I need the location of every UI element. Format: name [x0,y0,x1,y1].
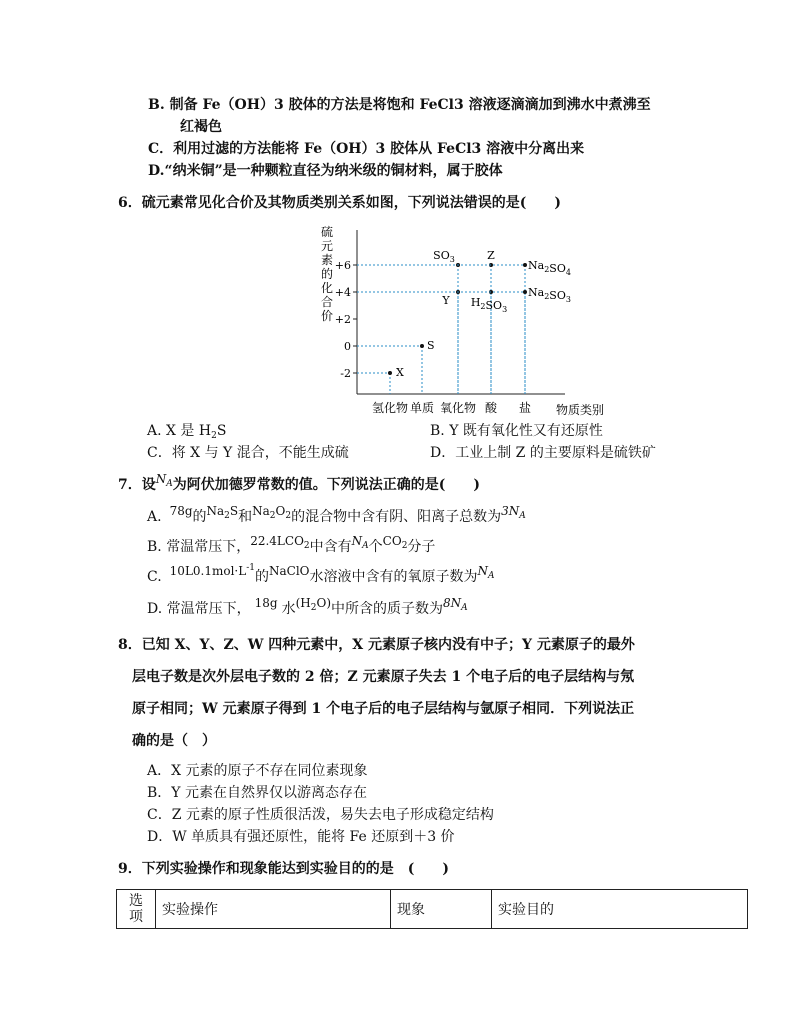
q7-option-c [147,563,495,586]
y-tick-label: 0 [344,340,351,353]
q7-a-val-sub: A [519,511,526,521]
q7-d-val-sub: A [461,603,468,613]
q7-b-na-sub: A [362,541,369,551]
q7-d-post: 中所含的质子数为 [331,601,444,617]
q5-option-d: D.“纳米铜”是一种颗粒直径为纳米级的铜材料，属于胶体 [148,163,503,179]
y-tick-label: +2 [334,313,351,326]
q7-stem-pre: 7．设 [118,477,156,493]
q7-b-co2: CO [382,534,402,548]
q7-a-na2o2: Na [252,504,270,518]
q9-stem: 9．下列实验操作和现象能达到实验目的的是 ( ) [118,861,449,877]
q8-line1: 8．已知 X、Y、Z、W 四种元素中，X 元素原子核内没有中子；Y 元素原子的最外 [118,637,635,653]
q8-option-d: D．W 单质具有强还原性，能将 Fe 还原到＋3 价 [147,829,455,845]
q7-d-h2o-sub: 2 [310,603,317,613]
x-tick-label: 单质 [409,401,435,415]
point-label: $H_2SO_3$ [470,296,508,314]
q7-stem [118,472,480,494]
q5-option-b-line2: 红褐色 [180,119,222,135]
q6-option-b: B. Y 既有氧化性又有还原性 [430,423,603,439]
y-axis-label-char: 价 [320,309,334,323]
q7-a-78g: 78g [169,504,193,518]
q7-option-b [147,534,436,556]
q7-b-co2-sub: 2 [401,541,408,551]
data-point [420,344,424,348]
q7-c-val: 10L0.1mol·L [169,564,247,578]
x-axis-label: 物质类别 [555,403,605,417]
q7-na-symbol: N [155,472,167,486]
q8-option-a: A．X 元素的原子不存在同位素现象 [147,763,368,779]
q6-option-a [147,422,226,440]
point-label: $Na_2SO_4$ [528,259,571,277]
q7-option-d [147,596,468,618]
q6-a-sub: 2 [211,431,217,441]
q5-option-b-line1: B. 制备 Fe（OH）3 胶体的方法是将饱和 FeCl3 溶液逐滴滴加到沸水中煮沸至 [148,97,651,113]
point-label: $Na_2SO_3$ [528,286,571,304]
q7-d-shui: 水 [281,601,296,617]
q7-a-pre: A. [147,509,162,525]
y-axis-label-char: 合 [320,295,334,309]
q8-line4: 确的是（ ） [132,733,216,749]
data-point [523,263,527,267]
q7-b-ge: 个 [368,539,383,555]
q9-table [116,889,748,929]
q6-option-d: D．工业上制 Z 的主要原料是硫铁矿 [430,445,656,461]
q8-line2: 层电子数是次外层电子数的 2 倍；Z 元素原子失去 1 个电子后的电子层结构与氖 [132,669,635,685]
q6-a-post: S [216,423,227,439]
y-axis-label-char: 的 [320,267,334,281]
q7-d-pre: D. 常温常压下， [147,601,251,617]
q8-option-c: C．Z 元素的原子性质很活泼，易失去电子形成稳定结构 [147,807,494,823]
table-header-purpose: 实验目的 [492,890,748,929]
q7-na [155,472,173,489]
point-label: Y [442,294,450,307]
q8-line3: 原子相同；W 元素原子得到 1 个电子后的电子层结构与氩原子相同．下列说法正 [132,701,635,717]
y-axis-label-char: 元 [320,239,334,253]
table-header-option: 选项 [117,890,156,929]
q7-a-na2s-sub: 2 [224,511,230,521]
q7-a-na2o2-o: O [275,504,286,518]
q7-d-h2o-end: O) [316,596,332,610]
sulfur-valence-chart [300,222,620,422]
q7-na-sub: A [166,479,173,489]
q7-b-post: 分子 [407,539,436,555]
q7-b-val-sub: 2 [303,541,310,551]
q7-c-val-sup: -1 [246,563,255,573]
q7-a-de: 的 [192,509,207,525]
y-tick-label: -2 [340,367,351,380]
q6-option-c: C．将 X 与 Y 混合，不能生成硫 [147,445,349,461]
x-tick-label: 酸 [484,401,498,415]
q7-b-mid: 中含有 [309,539,352,555]
q5-option-c: C．利用过滤的方法能将 Fe（OH）3 胶体从 FeCl3 溶液中分离出来 [148,141,585,157]
q7-c-na: N [477,564,489,578]
q7-a-na2o2-sub2: 2 [285,511,292,521]
point-label: X [396,366,404,379]
q7-a-na2o2-sub1: 2 [269,511,276,521]
q7-a-na2s-s: S [229,504,239,518]
q7-b-na: N [351,534,363,548]
q7-a-val: 3N [501,504,520,518]
q7-b-val: 22.4LCO [250,534,304,548]
q7-option-a [147,504,526,526]
q6-a-pre: A. X 是 H [147,423,212,439]
x-tick-label: 氢化物 [371,401,409,415]
q7-c-de: 的 [255,569,269,585]
x-tick-label: 氧化物 [439,401,477,415]
q7-a-he: 和 [238,509,253,525]
q7-c-post: 水溶液中含有的氧原子数为 [309,569,478,585]
table-header-row [117,890,748,929]
q7-c-naclo: NaClO [269,564,310,578]
y-axis-label-char: 化 [320,281,334,295]
point-label: S [427,339,435,352]
q6-stem: 6．硫元素常见化合价及其物质类别关系如图，下列说法错误的是( ) [118,195,561,211]
q7-d-h2o: (H [295,596,311,610]
q7-a-post: 的混合物中含有阴、阳离子总数为 [291,509,502,525]
q7-b-pre: B. 常温常压下， [147,539,251,555]
data-point [523,290,527,294]
table-header-operation: 实验操作 [156,890,391,929]
q7-d-18g: 18g [254,596,278,610]
q7-c-pre: C. [147,569,162,585]
point-label: $SO_3$ [433,249,455,264]
q7-d-val: 8N [443,596,462,610]
y-axis-label-char: 硫 [320,225,334,239]
data-point [388,371,392,375]
q7-c-na-sub: A [488,571,495,581]
q8-option-b: B．Y 元素在自然界仅以游离态存在 [147,785,367,801]
q7-stem-post: 为阿伏加德罗常数的值。下列说法正确的是( ) [172,477,480,493]
q7-a-na2s: Na [206,504,225,518]
y-tick-label: +6 [334,259,351,272]
y-axis-label-char: 素 [320,253,334,267]
chart-svg [300,222,620,422]
table-header-phenomenon: 现象 [391,890,492,929]
y-tick-label: +4 [334,286,351,299]
point-label: Z [487,249,495,262]
x-tick-label: 盐 [518,401,532,415]
